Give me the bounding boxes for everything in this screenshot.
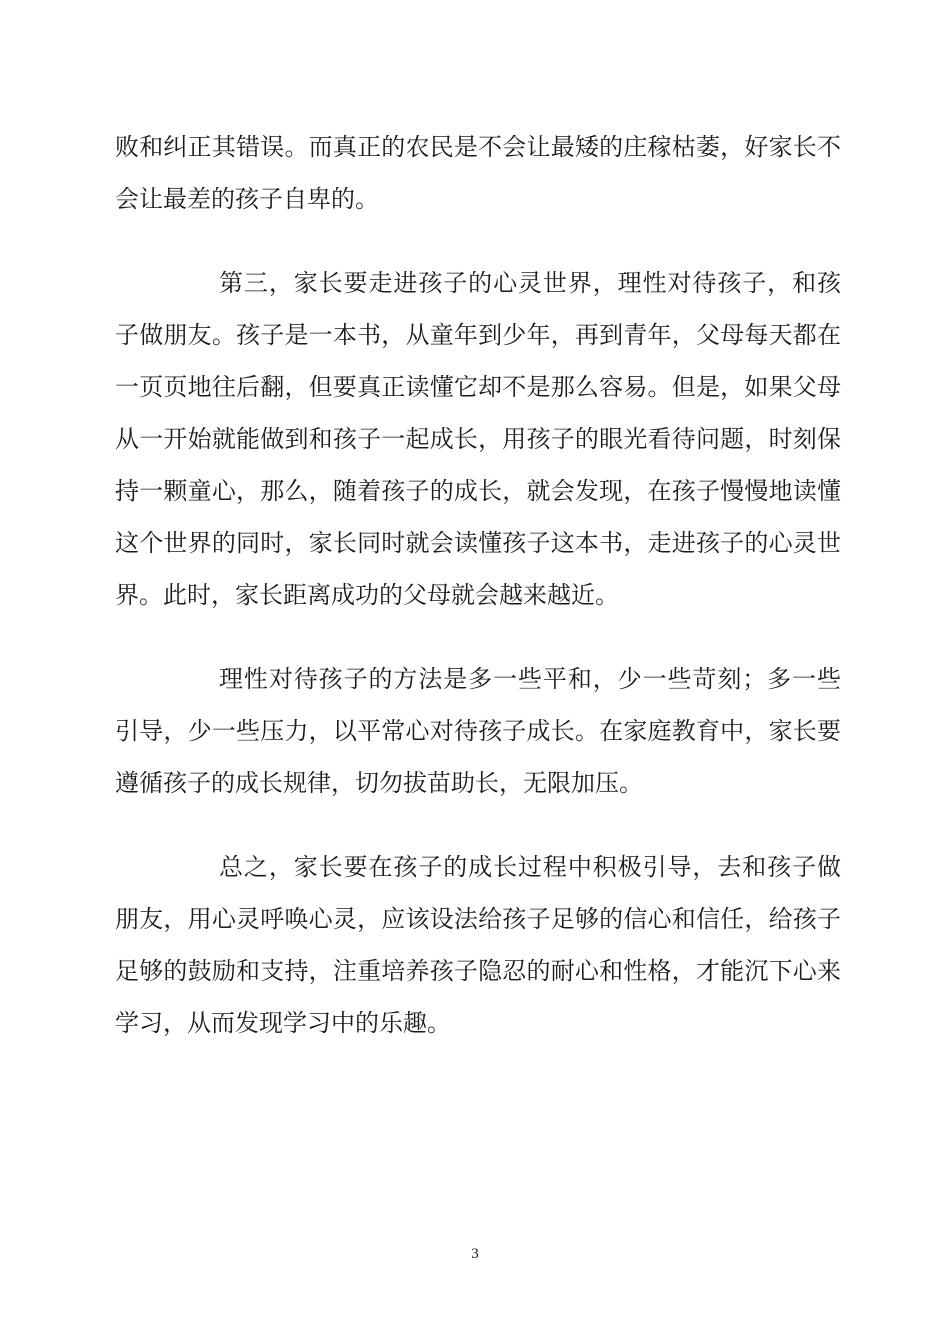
paragraph-rational-method: 理性对待孩子的方法是多一些平和，少一些苛刻；多一些引导，少一些压力，以平常心对待孩子成长。在家庭教育中，家长要遵循孩子的成长规律，切勿拔苗助长，无限加压。 [115, 665, 841, 797]
paragraph-continuation: 败和纠正其错误。而真正的农民是不会让最矮的庄稼枯萎，好家长不会让最差的孩子自卑的。 [115, 133, 841, 213]
paragraph-third-point: 第三，家长要走进孩子的心灵世界，理性对待孩子，和孩子做朋友。孩子是一本书，从童年到少年，再到青年，父母每天都在一页页地往后翻，但要真正读懂它却不是那么容易。但是，如果父母从一开始就能做到和孩子一起成长，用孩子的眼光看待问题，时刻保持一颗童心，那么，随着孩子的成长，就会发现，在孩子慢慢地读懂这个世界的同时，家长同时就会读懂孩子这本书，走进孩子的心灵世界。此时，家长距离成功的父母就会越来越近。 [115, 269, 841, 609]
paragraph-conclusion: 总之，家长要在孩子的成长过程中积极引导，去和孩子做朋友，用心灵呼唤心灵，应该设法给孩子足够的信心和信任，给孩子足够的鼓励和支持，注重培养孩子隐忍的耐心和性格，才能沉下心来学习，从而发现学习中的乐趣。 [115, 853, 841, 1037]
body-text [115, 121, 841, 1049]
page-number: 3 [471, 1246, 479, 1262]
